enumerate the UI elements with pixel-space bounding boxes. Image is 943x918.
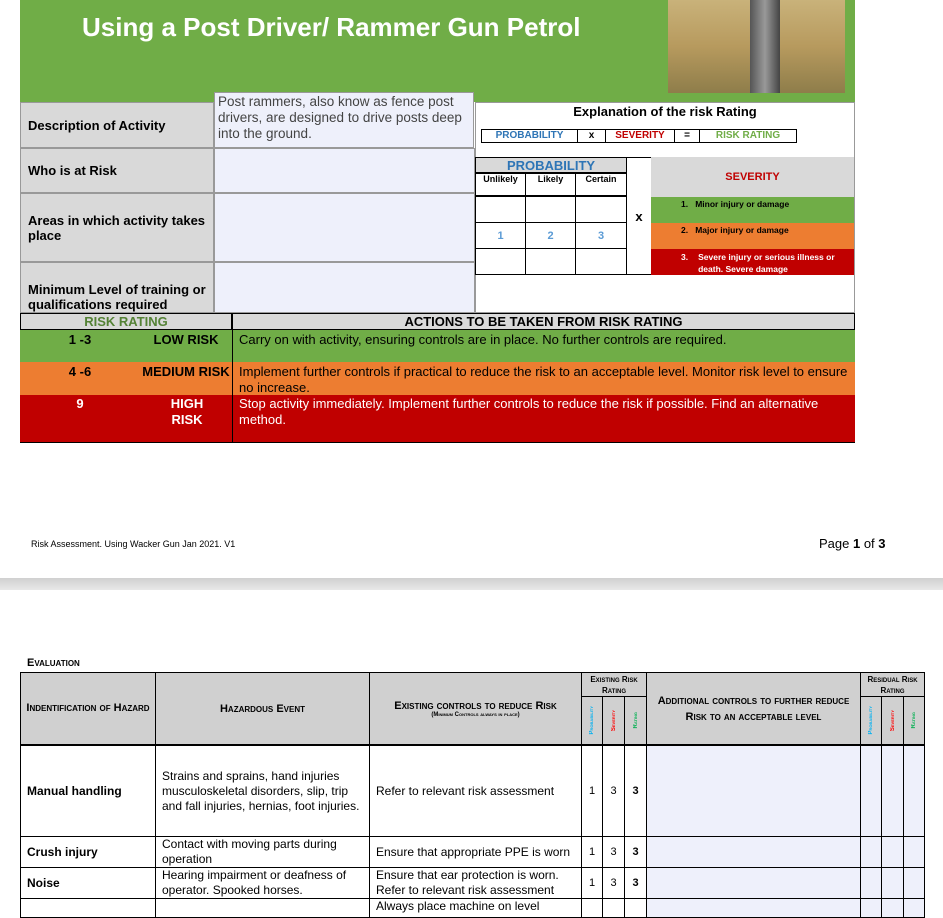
explanation-title: Explanation of the risk Rating — [573, 104, 757, 119]
severity-title: SEVERITY — [651, 157, 854, 197]
severity-item-2 — [651, 223, 854, 249]
residual-rating-field[interactable] — [903, 836, 925, 868]
event-cell — [155, 898, 370, 918]
existing-probability — [581, 898, 603, 918]
risk-action: Carry on with activity, ensuring controls are in place. No further controls are required. — [239, 332, 727, 347]
header-controls — [369, 672, 582, 745]
header-residual: Residual Risk Rating — [860, 672, 925, 697]
header-existing: Existing Risk Rating — [581, 672, 647, 697]
residual-severity-field[interactable] — [881, 745, 904, 837]
page-title: Using a Post Driver/ Rammer Gun Petrol — [82, 12, 581, 42]
prob-blank — [575, 196, 627, 223]
page-total: 3 — [878, 536, 886, 551]
risk-range: 9 — [76, 396, 84, 411]
training-label: Minimum Level of training or qualifications required — [20, 262, 214, 313]
evaluation-label: Evaluation — [27, 657, 80, 669]
header-residual-s — [881, 696, 904, 745]
probability-unlikely: Unlikely — [475, 173, 526, 196]
hazard-cell — [20, 898, 156, 918]
header-controls-sub: (Minimum Controls always in place) — [431, 711, 520, 718]
probability-likely: Likely — [525, 173, 576, 196]
probability-value-2: 2 — [525, 222, 576, 249]
footer-text: Risk Assessment. Using Wacker Gun Jan 2021. V1 — [31, 539, 236, 549]
risk-level: MEDIUM RISK — [142, 364, 230, 379]
severity-text: Severe injury or serious illness or death. Severe damage — [698, 252, 835, 274]
risk-action: Stop activity immediately. Implement further controls to reduce the risk if possible. Find an alternative method. — [239, 396, 819, 427]
residual-severity-field[interactable] — [881, 898, 904, 918]
residual-probability-field[interactable] — [860, 898, 882, 918]
severity-num: 2. — [681, 225, 689, 235]
severity-item-1 — [651, 197, 854, 223]
residual-probability-field[interactable] — [860, 867, 882, 899]
existing-probability: 1 — [581, 745, 603, 837]
additional-controls-field[interactable] — [646, 898, 861, 918]
header-residual-r — [903, 696, 925, 745]
prob-blank — [475, 196, 526, 223]
existing-severity: 3 — [602, 745, 625, 837]
page-number — [819, 536, 886, 551]
who-at-risk-label: Who is at Risk — [20, 148, 214, 193]
hazard-cell: Noise — [20, 867, 156, 899]
residual-probability-field[interactable] — [860, 745, 882, 837]
severity-item-3 — [651, 249, 854, 275]
residual-severity-field[interactable] — [881, 867, 904, 899]
severity-label: Severity — [889, 709, 896, 732]
event-cell: Contact with moving parts during operation — [155, 836, 370, 868]
existing-probability: 1 — [581, 867, 603, 899]
risk-level: HIGH RISK — [170, 396, 204, 427]
divider — [232, 330, 233, 442]
probability-certain: Certain — [575, 173, 627, 196]
severity-label: Severity — [610, 709, 617, 732]
page-prefix: Page — [819, 536, 853, 551]
existing-severity — [602, 898, 625, 918]
areas-label: Areas in which activity takes place — [20, 193, 214, 262]
formula-risk-rating: RISK RATING — [715, 130, 781, 141]
prob-blank — [525, 248, 576, 275]
existing-rating — [624, 898, 647, 918]
probability-label: Probability — [868, 706, 874, 735]
header-existing-s — [602, 696, 625, 745]
probability-value-1: 1 — [475, 222, 526, 249]
existing-rating: 3 — [624, 867, 647, 899]
existing-severity: 3 — [602, 867, 625, 899]
formula-equals: = — [675, 130, 700, 142]
prob-blank — [475, 248, 526, 275]
header-event: Hazardous Event — [155, 672, 370, 745]
formula-probability: PROBABILITY — [482, 130, 578, 142]
risk-range: 1 -3 — [68, 332, 92, 347]
risk-rating-header: RISK RATING — [20, 313, 232, 330]
areas-field[interactable] — [214, 193, 475, 262]
additional-controls-field[interactable] — [646, 745, 861, 837]
residual-rating-field[interactable] — [903, 745, 925, 837]
risk-level: LOW RISK — [153, 332, 219, 347]
formula-times: x — [578, 130, 606, 142]
probability-title: PROBABILITY — [475, 157, 627, 173]
additional-controls-field[interactable] — [646, 836, 861, 868]
header-additional: Additional controls to further reduce Risk to an acceptable level — [646, 672, 861, 745]
description-field[interactable]: Post rammers, also know as fence post drivers, are designed to drive posts deep into the ground. — [214, 92, 474, 148]
risk-action: Implement further controls if practical to reduce the risk to an acceptable level. Monitor risk level to ensure no increase. — [239, 364, 848, 395]
header-residual-p — [860, 696, 882, 745]
rating-label: Rating — [911, 712, 917, 729]
residual-rating-field[interactable] — [903, 867, 925, 899]
severity-num: 1. — [681, 199, 689, 209]
hazard-cell: Manual handling — [20, 745, 156, 837]
controls-cell: Ensure that appropriate PPE is worn — [369, 836, 582, 868]
rating-label: Rating — [632, 712, 639, 729]
prob-blank — [525, 196, 576, 223]
event-cell: Strains and sprains, hand injuries musculoskeletal disorders, slip, trip and fall injuries, hernias, foot injuries. — [155, 745, 370, 837]
header-hazard: Indentification of Hazard — [20, 672, 156, 745]
formula — [481, 129, 797, 143]
residual-rating-field[interactable] — [903, 898, 925, 918]
page-separator — [0, 578, 943, 590]
existing-probability: 1 — [581, 836, 603, 868]
probability-label: Probability — [589, 706, 595, 735]
formula-severity: SEVERITY — [606, 130, 675, 142]
training-field[interactable] — [214, 262, 475, 313]
probability-value-3: 3 — [575, 222, 627, 249]
hazard-cell: Crush injury — [20, 836, 156, 868]
residual-severity-field[interactable] — [881, 836, 904, 868]
additional-controls-field[interactable] — [646, 867, 861, 899]
header-existing-p — [581, 696, 603, 745]
severity-num: 3. — [681, 252, 689, 262]
header-existing-r — [624, 696, 647, 745]
controls-cell: Ensure that ear protection is worn. Refer to relevant risk assessment — [369, 867, 582, 899]
existing-severity: 3 — [602, 836, 625, 868]
who-at-risk-field[interactable] — [214, 148, 475, 193]
post-driver-photo-machine — [750, 0, 780, 93]
residual-probability-field[interactable] — [860, 836, 882, 868]
actions-header: ACTIONS TO BE TAKEN FROM RISK RATING — [232, 313, 855, 330]
controls-cell: Refer to relevant risk assessment — [369, 745, 582, 837]
existing-rating: 3 — [624, 836, 647, 868]
page-of: of — [860, 536, 879, 551]
severity-text: Minor injury or damage — [695, 199, 790, 209]
page-current: 1 — [852, 536, 861, 551]
risk-range: 4 -6 — [68, 364, 92, 379]
existing-rating: 3 — [624, 745, 647, 837]
header-controls-title: Existing controls to reduce Risk — [394, 699, 557, 712]
description-label: Description of Activity — [20, 102, 214, 148]
prob-blank — [575, 248, 627, 275]
controls-cell: Always place machine on level — [369, 898, 582, 918]
severity-text: Major injury or damage — [695, 225, 789, 235]
event-cell: Hearing impairment or deafness of operator. Spooked horses. — [155, 867, 370, 899]
times-sign: x — [626, 157, 652, 275]
